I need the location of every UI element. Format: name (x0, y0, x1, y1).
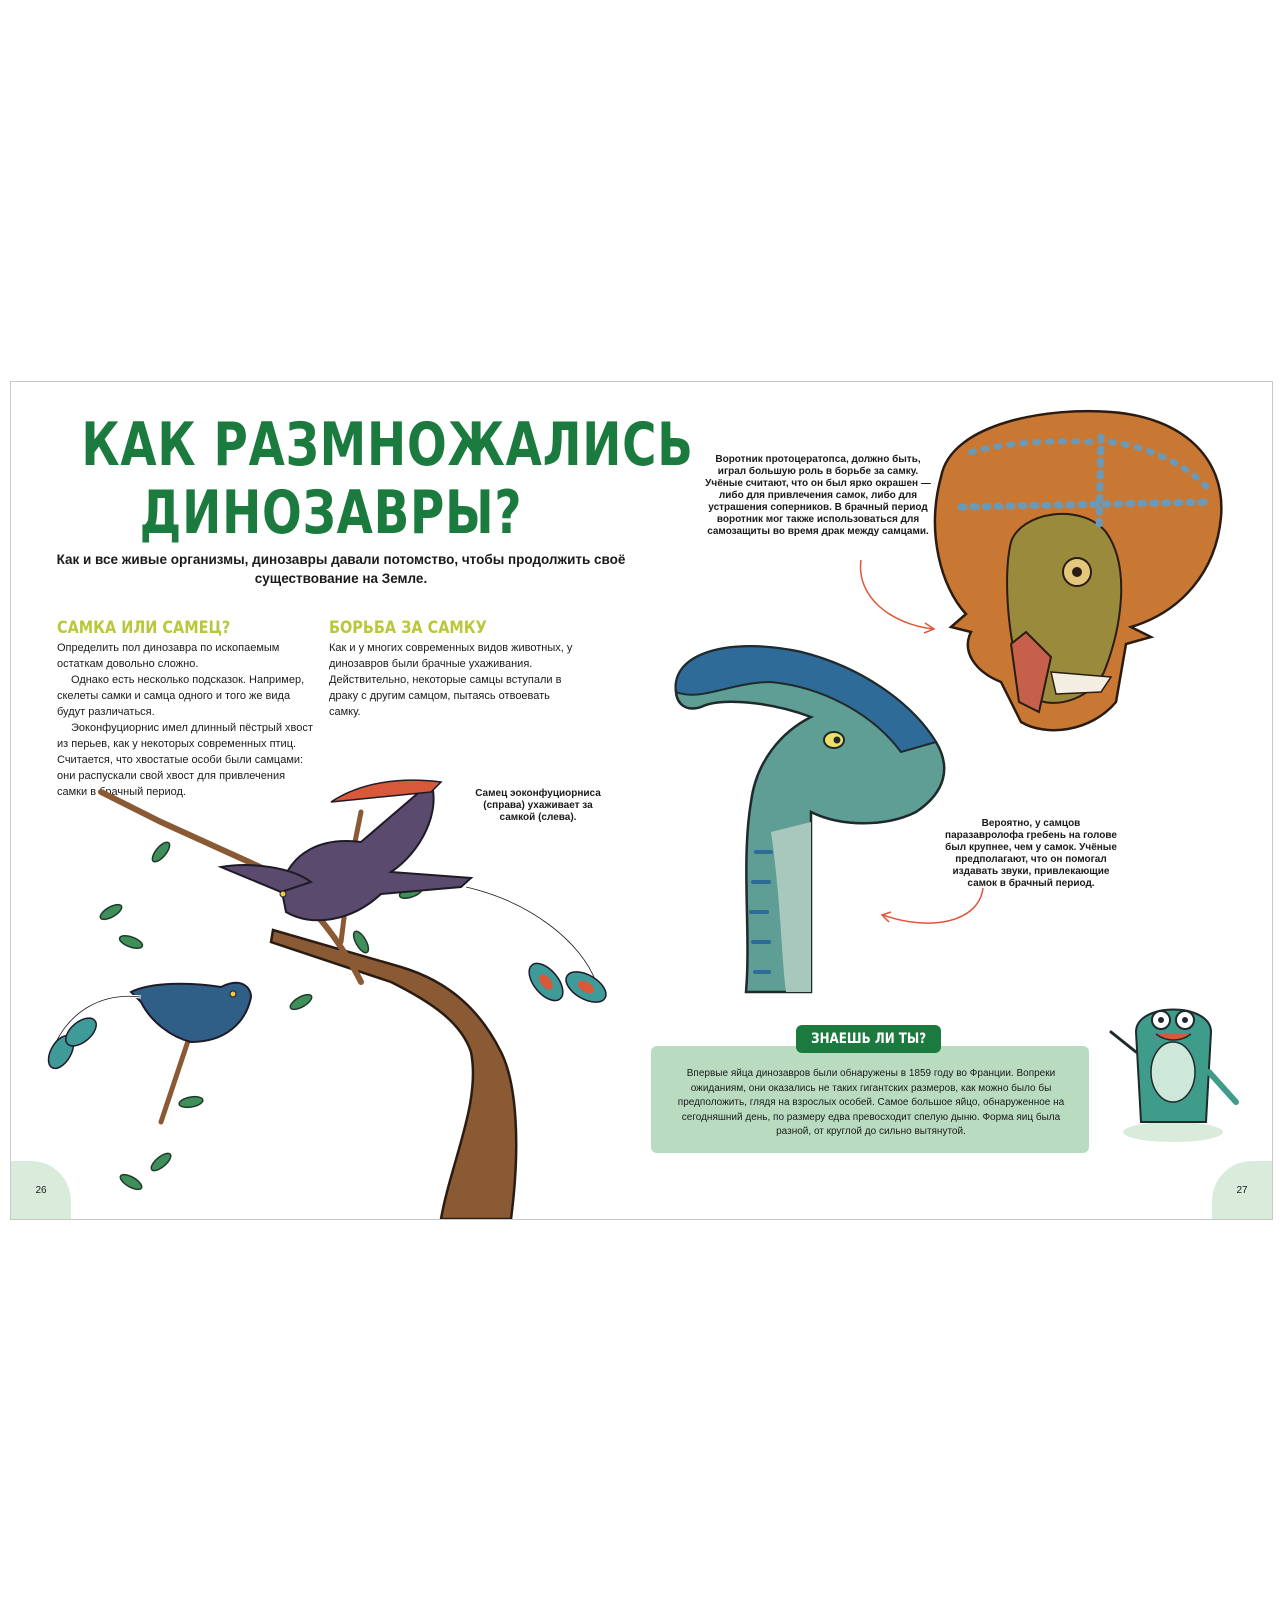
book-spread (10, 381, 1273, 1220)
caption-birds: Самец эоконфуциорниса (справа) ухаживает за самкой (слева). (475, 788, 601, 823)
page-title-line-1: КАК РАЗМНОЖАЛИСЬ (81, 410, 694, 480)
section-heading-fight: БОРЬБА ЗА САМКУ (329, 618, 487, 638)
section-heading-female-male: САМКА ИЛИ САМЕЦ? (57, 618, 231, 638)
paragraph: Определить пол динозавра по ископаемым остаткам довольно сложно. (57, 642, 280, 670)
intro-text: Как и все живые организмы, динозавры давали потомство, чтобы продолжить своё существование на Земле. (56, 552, 626, 586)
did-you-know-text: Впервые яйца динозавров были обнаружены в 1859 году во Франции. Вопреки ожиданиям, они оказались не таких гигантских размеров, как можно было бы предположить, глядя на взрослых особей. Самое большое яйцо, обнаруженное на сегодняшний день, по размеру едва превосходит спелую дыню. Форма яиц была разной, от круглой до сильно вытянутой. (677, 1068, 1065, 1137)
section-body-female-male (57, 640, 313, 800)
caption-protoceratops: Воротник протоцератопса, должно быть, играл большую роль в борьбе за самку. Учёные считают, что он был ярко окрашен — либо для привлечения самок, либо для устрашения соперников. В брачный период воротник мог также использоваться для самозащиты во время драк между самцами. (705, 454, 931, 537)
paragraph: Как и у многих современных видов животных, у динозавров были брачные ухаживания. Действительно, некоторые самцы вступали в драку с другим самцом, пытаясь отвоевать самку. (329, 642, 573, 718)
page-title-line-2: ДИНОЗАВРЫ? (139, 478, 523, 548)
section-body-fight (329, 640, 579, 720)
paragraph: Эоконфуциорнис имел длинный пёстрый хвост из перьев, как у некоторых современных птиц. Считается, что хвостатые особи были самцами: они распускали свой хвост для привлечения самки в брачный период. (57, 722, 313, 798)
did-you-know-label-text: ЗНАЕШЬ ЛИ ТЫ? (810, 1031, 926, 1047)
mascot-illustration (11, 382, 12, 383)
did-you-know-label (796, 1025, 941, 1053)
paragraph: Однако есть несколько подсказок. Например, скелеты самки и самца одного и того же вида будут различаться. (57, 674, 305, 718)
caption-parasaurolophus: Вероятно, у самцов паразавролофа гребень на голове был крупнее, чем у самок. Учёные предполагают, что он помогал издавать звуки, привлекающие самок в брачный период. (945, 818, 1117, 889)
page-number-left: 26 (11, 1161, 71, 1219)
page-number-right: 27 (1212, 1161, 1272, 1219)
